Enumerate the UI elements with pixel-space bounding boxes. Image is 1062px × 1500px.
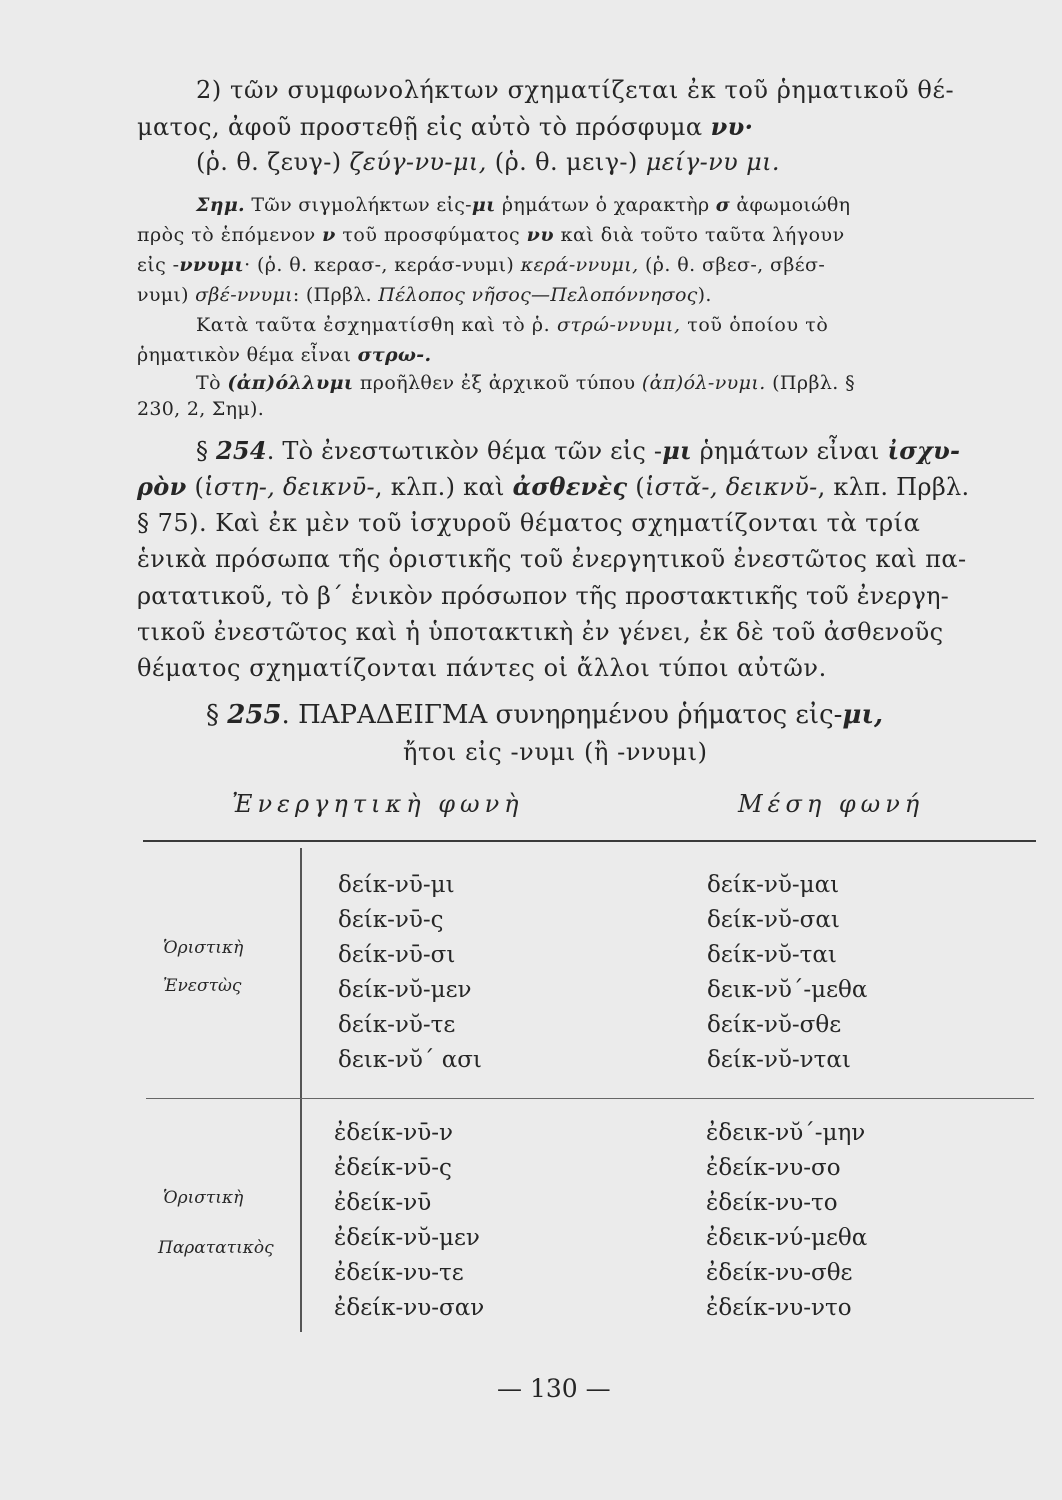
imperfect-middle-5: ἐδείκ-νυ-σθε bbox=[706, 1260, 853, 1286]
p254-line-2: ρὸν (ἱστη-, δεικνῡ-, κλπ.) καὶ ἀσθενὲς (ἱστᾰ-, δεικνῠ-, κλπ. Πρβλ. bbox=[137, 472, 970, 501]
page-number: — 130 — bbox=[497, 1374, 611, 1403]
table-top-rule bbox=[143, 840, 1036, 842]
p254-line-5: ρατατικοῦ, τὸ β΄ ἑνικὸν πρόσωπον τῆς προστακτικῆς τοῦ ἐνεργη- bbox=[137, 582, 949, 610]
present-middle-6: δείκ-νῠ-νται bbox=[707, 1047, 851, 1073]
present-middle-1: δείκ-νῠ-μαι bbox=[707, 872, 840, 898]
active-voice-header: Ἐνεργητικὴ φωνὴ bbox=[232, 790, 524, 818]
note-line-1: Σημ. Τῶν σιγμολήκτων εἰς-μι ῥημάτων ὁ χαρακτὴρ σ ἀφωμοιώθη bbox=[196, 194, 851, 216]
note-line-7: Τὸ (ἀπ)όλλυμι προῆλθεν ἐξ ἀρχικοῦ τύπου (ἀπ)όλ-νυμι. (Πρβλ. § bbox=[196, 372, 856, 394]
table-divider bbox=[300, 848, 302, 1332]
imperfect-middle-3: ἐδείκ-νυ-το bbox=[706, 1190, 838, 1216]
imperfect-active-3: ἐδείκ-νῡ bbox=[334, 1190, 432, 1216]
p255-subheading: ἤτοι εἰς -νυμι (ἢ -ννυμι) bbox=[403, 738, 708, 766]
present-middle-5: δείκ-νῠ-σθε bbox=[707, 1012, 842, 1038]
present-active-3: δείκ-νῡ-σι bbox=[338, 942, 456, 968]
note-line-4: νυμι) σβέ-ννυμι: (Πρβλ. Πέλοπος νῆσος—Πελοπόννησος). bbox=[137, 284, 712, 306]
imperfect-middle-1: ἐδεικ-νῠ΄-μην bbox=[706, 1120, 866, 1146]
p255-heading: § 255. ΠΑΡΑΔΕΙΓΜΑ συνηρημένου ῥήματος εἰς-μι, bbox=[206, 700, 884, 730]
present-active-5: δείκ-νῠ-τε bbox=[338, 1012, 456, 1038]
imperfect-active-5: ἐδείκ-νυ-τε bbox=[334, 1260, 464, 1286]
note-line-3: εἰς -ννυμι· (ῥ. θ. κερασ-, κεράσ-νυμι) κερά-ννυμι, (ῥ. θ. σβεσ-, σβέσ- bbox=[137, 254, 826, 276]
imperfect-middle-4: ἐδεικ-νύ-μεθα bbox=[706, 1225, 868, 1251]
present-active-4: δείκ-νῠ-μεν bbox=[338, 977, 472, 1003]
p1-line-3: (ῥ. θ. ζευγ-) ζεύγ-νυ-μι, (ῥ. θ. μειγ-) μείγ-νυ μι. bbox=[196, 148, 780, 176]
imperfect-active-2: ἐδείκ-νῡ-ς bbox=[334, 1155, 452, 1181]
present-active-2: δείκ-νῡ-ς bbox=[338, 907, 444, 933]
imperfect-label-mood: Ὁριστικὴ bbox=[163, 1188, 244, 1208]
note-line-8: 230, 2, Σημ). bbox=[137, 398, 265, 420]
p254-line-7: θέματος σχηματίζονται πάντες οἱ ἄλλοι τύποι αὐτῶν. bbox=[137, 654, 827, 682]
imperfect-label-tense: Παρατατικὸς bbox=[158, 1238, 274, 1258]
present-label-mood: Ὁριστικὴ bbox=[163, 938, 244, 958]
p1-line-1: 2) τῶν συμφωνολήκτων σχηματίζεται ἐκ τοῦ ῥηματικοῦ θέ- bbox=[196, 76, 955, 104]
note-line-2: πρὸς τὸ ἑπόμενον ν τοῦ προσφύματος νυ καὶ διὰ τοῦτο ταῦτα λήγουν bbox=[137, 224, 845, 246]
present-middle-2: δείκ-νῠ-σαι bbox=[707, 907, 840, 933]
p254-line-1: § 254. Τὸ ἐνεστωτικὸν θέμα τῶν εἰς -μι ῥημάτων εἶναι ἰσχυ- bbox=[196, 436, 961, 465]
table-mid-rule bbox=[146, 1098, 1034, 1099]
note-line-6: ῥηματικὸν θέμα εἶναι στρω-. bbox=[137, 344, 432, 366]
imperfect-middle-2: ἐδείκ-νυ-σο bbox=[706, 1155, 841, 1181]
p1-line-2: ματος, ἀφοῦ προστεθῇ εἰς αὐτὸ τὸ πρόσφυμα νυ· bbox=[137, 112, 754, 141]
p254-line-4: ἑνικὰ πρόσωπα τῆς ὁριστικῆς τοῦ ἐνεργητικοῦ ἐνεστῶτος καὶ πα- bbox=[137, 545, 967, 573]
present-label-tense: Ἐνεστὼς bbox=[163, 976, 242, 996]
present-active-1: δείκ-νῡ-μι bbox=[338, 872, 455, 898]
p254-line-6: τικοῦ ἐνεστῶτος καὶ ἡ ὑποτακτικὴ ἐν γένει, ἐκ δὲ τοῦ ἀσθενοῦς bbox=[137, 618, 944, 646]
present-middle-4: δεικ-νῠ΄-μεθα bbox=[707, 977, 868, 1003]
p254-line-3: § 75). Καὶ ἐκ μὲν τοῦ ἰσχυροῦ θέματος σχηματίζονται τὰ τρία bbox=[137, 509, 921, 537]
present-active-6: δεικ-νῠ΄ ασι bbox=[338, 1047, 482, 1073]
middle-voice-header: Μέση φωνή bbox=[738, 790, 925, 818]
imperfect-active-6: ἐδείκ-νυ-σαν bbox=[334, 1295, 485, 1321]
note-line-5: Κατὰ ταῦτα ἐσχηματίσθη καὶ τὸ ῥ. στρώ-ννυμι, τοῦ ὁποίου τὸ bbox=[196, 314, 829, 336]
present-middle-3: δείκ-νῠ-ται bbox=[707, 942, 837, 968]
imperfect-middle-6: ἐδείκ-νυ-ντο bbox=[706, 1295, 852, 1321]
imperfect-active-1: ἐδείκ-νῡ-ν bbox=[334, 1120, 453, 1146]
imperfect-active-4: ἐδείκ-νῠ-μεν bbox=[334, 1225, 480, 1251]
